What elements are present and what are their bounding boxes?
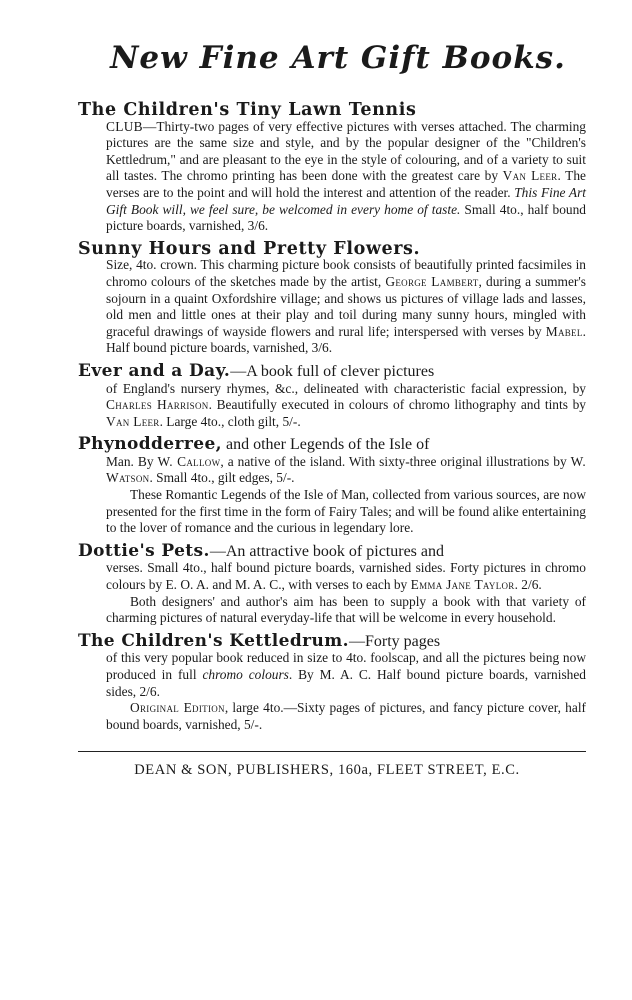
entry-sunny-hours: Sunny Hours and Pretty Flowers. Size, 4to. crown. This charming picture book consists of beautifully printed facsimiles in chromo colours of the sketches made by the artist, George Lambert, during a summer's sojourn in a quaint Oxfordshire village; and shows us pictures of village lads and lasses, old men and little ones at their play and toil during many sunny hours, mingled with graceful drawings of wayside flowers and rural life; interspersed with verses by Mabel. Half bound picture boards, varnished, 3/6.	[78, 238, 587, 356]
entry-phynodderree: Phynodderree, and other Legends of the Isle of Man. By W. Callow, a native of the island. With sixty-three original illustrations by W. Watson. Small 4to., gilt edges, 5/-. These Romantic Legends of the Isle of Man, collected from various sources, are now presented for the first time in the form of Fairy Tales; and will be found alike entertaining to the lover of romance and the curious in legendary lore.	[78, 434, 586, 536]
entry-dotties-pets: Dottie's Pets.—An attractive book of pictures and verses. Small 4to., half bound picture boards, varnished sides. Forty pictures in chromo colours by E. O. A. and M. A. C., with verses to each by Emma Jane Taylor. 2/6. Both designers' and author's aim has been to supply a book with that variety of charming pictures of natural everyday-life that will be welcome in every household.	[78, 540, 586, 626]
entry-heading: Ever and a Day.	[78, 360, 231, 381]
entry-heading: The Children's Kettledrum.	[78, 630, 349, 651]
entry-heading: The Children's Tiny Lawn Tennis	[78, 100, 417, 120]
entry-tiny-lawn-tennis: The Children's Tiny Lawn Tennis CLUB—Thirty-two pages of very effective pictures with verses attached. The charming pictures are the same size and style, and by the popular designer of the "Children's Kettledrum," and are pleasant to the eye in the style of colouring, and of a variety to suit all tastes. The chromo printing has been done with the greatest care by Van Leer. The verses are to the point and will hold the interest and attention of the reader. This Fine Art Gift Book will, we feel sure, be welcomed in every home of taste. Small 4to., half bound picture boards, varnished, 3/6.	[78, 100, 586, 234]
entry-note: Original Edition, large 4to.—Sixty pages of pictures, and fancy picture cover, half bound boards, varnished, 5/-.	[106, 700, 587, 732]
publisher-footer: DEAN & SON, PUBLISHERS, 160a, FLEET STREET, E.C.	[134, 762, 520, 779]
entry-heading: Phynodderree,	[78, 434, 222, 455]
entry-note: These Romantic Legends of the Isle of Man, collected from various sources, are now presented for the first time in the form of Fairy Tales; and will be found alike entertaining to the lover of romance and the curious in legendary lore.	[106, 487, 586, 536]
entry-note: Both designers' and author's aim has been to supply a book with that variety of charming pictures of natural everyday-life that will be welcome in every household.	[106, 593, 586, 626]
entry-ever-and-a-day: Ever and a Day.—A book full of clever pictures of England's nursery rhymes, &c., delineated with characteristic facial expression, by Charles Harrison. Beautifully executed in colours of chromo lithography and tints by Van Leer. Large 4to., cloth gilt, 5/-.	[78, 360, 586, 429]
entry-heading: Dottie's Pets.	[78, 540, 210, 561]
entry-heading: Sunny Hours and Pretty Flowers.	[78, 238, 421, 259]
entry-childrens-kettledrum: The Children's Kettledrum.—Forty pages of this very popular book reduced in size to 4to. foolscap, and all the pictures being now produced in full chromo colours. By M. A. C. Half bound picture boards, varnished sides, 2/6. Original Edition, large 4to.—Sixty pages of pictures, and fancy picture cover, half bound boards, varnished, 5/-.	[78, 630, 587, 732]
footer-divider	[78, 751, 586, 752]
page-title: New Fine Art Gift Books.	[110, 40, 566, 76]
